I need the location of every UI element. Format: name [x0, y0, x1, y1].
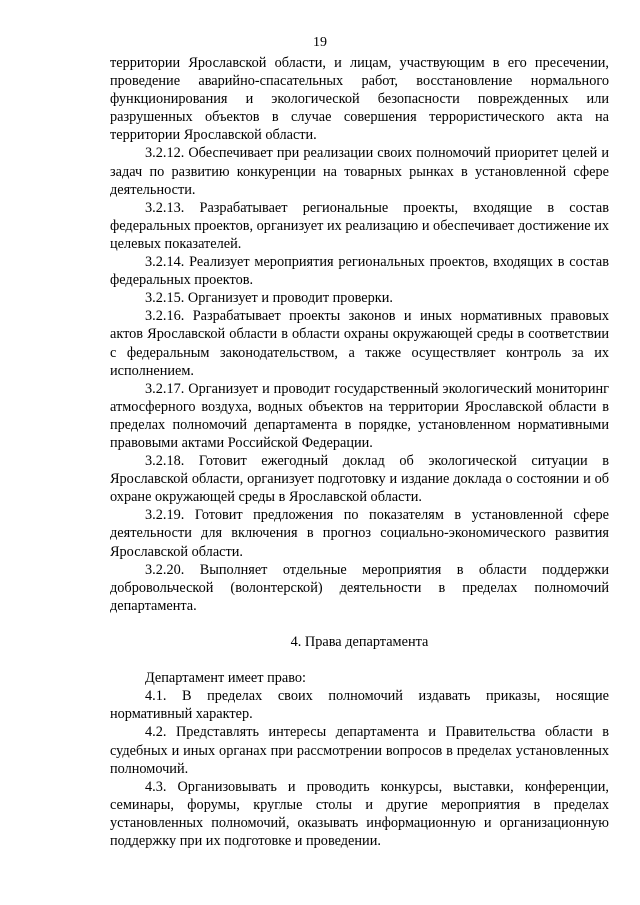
paragraph-4-1: 4.1. В пределах своих полномочий издавать приказы, носящие нормативный характер. [110, 688, 609, 723]
paragraph-3-2-18: 3.2.18. Готовит ежегодный доклад об экологической ситуации в Ярославской области, организует подготовку и издание доклада о состоянии и об охране окружающей среды в Ярославской области. [110, 453, 609, 506]
paragraph-3-2-17: 3.2.17. Организует и проводит государственный экологический мониторинг атмосферного воздуха, водных объектов на территории Ярославской области в пределах полномочий департамента в порядке, установленном нормативными правовыми актами Российской Федерации. [110, 380, 609, 451]
paragraph-continuation: территории Ярославской области, и лицам, участвующим в его пресечении, проведение аварийно-спасательных работ, восстановление нормального функционирования и экологической безопасности поврежденных или разрушенных объектов в случае совершения террористического акта на территории Ярославской области. [110, 55, 609, 144]
paragraph-rights-intro: Департамент имеет право: [145, 670, 306, 687]
paragraph-3-2-16: 3.2.16. Разрабатывает проекты законов и иных нормативных правовых актов Ярославской области в области охраны окружающей среды в соответствии с федеральным законодательством, а также осуществляет контроль за их исполнением. [110, 308, 609, 379]
page-number: 19 [313, 35, 327, 50]
document-body [110, 54, 609, 850]
paragraph-3-2-15: 3.2.15. Организует и проводит проверки. [145, 290, 393, 307]
section-title: 4. Права департамента [290, 634, 429, 650]
paragraph-3-2-19: 3.2.19. Готовит предложения по показателям в установленной сфере деятельности для включения в прогноз социально-экономического развития Ярославской области. [110, 507, 609, 560]
section-spacer [110, 615, 609, 633]
paragraph-4-3: 4.3. Организовывать и проводить конкурсы, выставки, конференции, семинары, форумы, круглые столы и другие мероприятия в пределах установленных полномочий, оказывать информационную и организационную поддержку при их подготовке и проведении. [110, 778, 609, 850]
section-spacer [110, 651, 609, 669]
paragraph-3-2-20: 3.2.20. Выполняет отдельные мероприятия в области поддержки добровольческой (волонтерской) деятельности в пределах полномочий департамента. [110, 561, 609, 614]
paragraph-3-2-13: 3.2.13. Разрабатывает региональные проекты, входящие в состав федеральных проектов, организует их реализацию и обеспечивает достижение их целевых показателей. [110, 199, 609, 252]
paragraph-4-2: 4.2. Представлять интересы департамента и Правительства области в судебных и иных органах при рассмотрении вопросов в пределах установленных полномочий. [110, 724, 609, 777]
paragraph-3-2-14: 3.2.14. Реализует мероприятия региональных проектов, входящих в состав федеральных проектов. [110, 254, 609, 289]
paragraph-3-2-12: 3.2.12. Обеспечивает при реализации своих полномочий приоритет целей и задач по развитию конкуренции на товарных рынках в установленной сфере деятельности. [110, 145, 609, 198]
